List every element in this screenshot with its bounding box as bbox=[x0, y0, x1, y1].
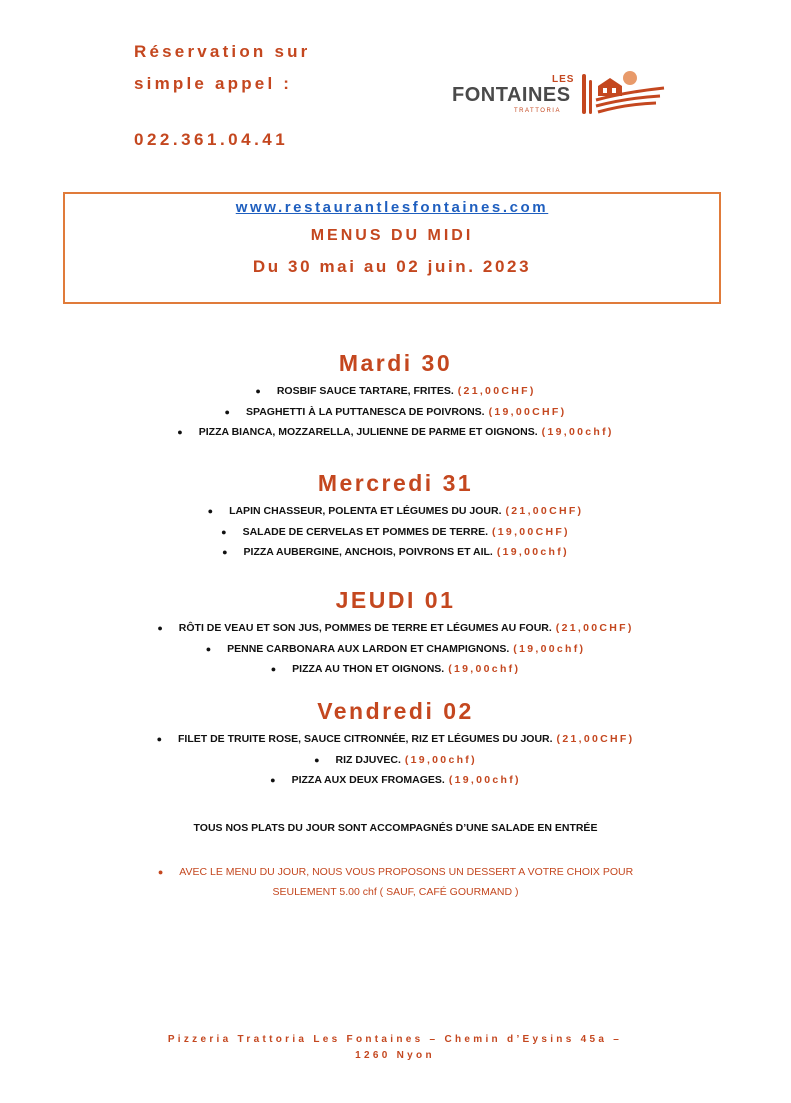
dish-list bbox=[0, 501, 791, 563]
dish-item bbox=[0, 770, 791, 791]
dish-price: (19,00chf) bbox=[404, 753, 477, 766]
dessert-note-line-1: AVEC LE MENU DU JOUR, NOUS VOUS PROPOSONS UN DESSERT A VOTRE CHOIX POUR bbox=[179, 866, 634, 878]
dish-name: LAPIN CHASSEUR, POLENTA ET LÉGUMES DU JOUR. bbox=[229, 505, 502, 517]
website-link[interactable]: www.restaurantlesfontaines.com bbox=[235, 199, 549, 216]
dish-price: (19,00CHF) bbox=[492, 525, 570, 538]
dish-name: PIZZA AUBERGINE, ANCHOIS, POIVRONS ET AIL. bbox=[243, 546, 493, 558]
bullet-icon: ● bbox=[222, 547, 228, 557]
dish-name: ROSBIF SAUCE TARTARE, FRITES. bbox=[276, 385, 454, 397]
dish-item bbox=[0, 501, 791, 522]
bullet-icon: ● bbox=[270, 664, 277, 674]
reservation-block bbox=[134, 36, 311, 156]
dish-name: RIZ DJUVEC. bbox=[335, 753, 401, 766]
reservation-line-1: Réservation sur bbox=[134, 42, 311, 61]
dish-price: (19,00chf) bbox=[496, 546, 569, 558]
day-section-mardi bbox=[0, 348, 791, 443]
dish-item bbox=[0, 729, 791, 750]
bullet-icon: ● bbox=[255, 386, 261, 396]
dish-name: RÔTI DE VEAU ET SON JUS, POMMES DE TERRE ET LÉGUMES AU FOUR. bbox=[178, 622, 552, 634]
dish-list bbox=[0, 729, 791, 791]
dish-name: PIZZA BIANCA, MOZZARELLA, JULIENNE DE PARME ET OIGNONS. bbox=[198, 426, 538, 438]
menu-header-box bbox=[63, 192, 721, 304]
dessert-note bbox=[0, 862, 791, 902]
dish-price: (21,00CHF) bbox=[556, 733, 635, 745]
dish-item bbox=[0, 522, 791, 543]
day-title: Mercredi 31 bbox=[317, 470, 474, 496]
dish-item bbox=[0, 542, 791, 563]
dessert-note-line-2: SEULEMENT 5.00 chf ( SAUF, CAFÉ GOURMAND ) bbox=[272, 886, 519, 898]
dish-price: (21,00CHF) bbox=[555, 622, 634, 634]
salad-note: TOUS NOS PLATS DU JOUR SONT ACCOMPAGNÉS D’UNE SALADE EN ENTRÉE bbox=[193, 822, 598, 834]
dish-list bbox=[0, 381, 791, 443]
dish-name: PENNE CARBONARA AUX LARDON ET CHAMPIGNONS. bbox=[227, 642, 510, 655]
dish-name: PIZZA AUX DEUX FROMAGES. bbox=[291, 774, 445, 786]
day-section-vendredi bbox=[0, 696, 791, 791]
dish-price: (21,00CHF) bbox=[505, 505, 584, 517]
day-title: JEUDI 01 bbox=[335, 587, 456, 613]
dish-price: (19,00chf) bbox=[448, 663, 521, 675]
dish-name: FILET DE TRUITE ROSE, SAUCE CITRONNÉE, RIZ ET LÉGUMES DU JOUR. bbox=[178, 733, 553, 745]
menu-dates: Du 30 mai au 02 juin. 2023 bbox=[252, 257, 532, 276]
logo-les: LES bbox=[552, 74, 575, 85]
logo-name: FONTAINES bbox=[452, 84, 571, 106]
restaurant-logo bbox=[452, 66, 667, 122]
dish-list bbox=[0, 618, 791, 680]
bullet-icon: ● bbox=[314, 754, 320, 765]
dish-item bbox=[0, 750, 791, 771]
reservation-line-2: simple appel : bbox=[134, 74, 293, 93]
bullet-icon: ● bbox=[270, 775, 276, 785]
day-section-mercredi bbox=[0, 468, 791, 563]
menu-title: MENUS DU MIDI bbox=[310, 227, 474, 244]
phone-number[interactable]: 022.361.04.41 bbox=[134, 130, 289, 149]
footer-address bbox=[105, 1032, 685, 1064]
dish-item bbox=[0, 639, 791, 660]
footer-line-2: 1260 Nyon bbox=[355, 1050, 435, 1061]
day-title: Mardi 30 bbox=[338, 350, 453, 376]
bullet-icon: ● bbox=[157, 867, 164, 877]
day-section-jeudi bbox=[0, 585, 791, 680]
day-title: Vendredi 02 bbox=[317, 698, 474, 724]
bullet-icon: ● bbox=[205, 643, 212, 654]
bullet-icon: ● bbox=[177, 427, 183, 437]
dish-item bbox=[0, 381, 791, 402]
dish-price: (19,00chf) bbox=[541, 426, 614, 438]
bullet-icon: ● bbox=[207, 506, 214, 516]
dish-name: SALADE DE CERVELAS ET POMMES DE TERRE. bbox=[242, 525, 488, 538]
dish-price: (21,00CHF) bbox=[457, 385, 536, 397]
bullet-icon: ● bbox=[156, 734, 163, 744]
dish-price: (19,00CHF) bbox=[488, 405, 567, 418]
dish-item bbox=[0, 618, 791, 639]
dish-item bbox=[0, 659, 791, 680]
dish-price: (19,00chf) bbox=[513, 642, 586, 655]
bullet-icon: ● bbox=[221, 526, 227, 537]
dish-item bbox=[0, 422, 791, 443]
bullet-icon: ● bbox=[224, 406, 230, 417]
dish-item bbox=[0, 402, 791, 423]
footer-line-1: Pizzeria Trattoria Les Fontaines – Chemin d’Eysins 45a – bbox=[167, 1034, 623, 1045]
logo-landscape-icon bbox=[576, 66, 666, 118]
dish-price: (19,00chf) bbox=[448, 774, 521, 786]
logo-subtitle: TRATTORIA bbox=[514, 108, 561, 114]
dish-name: PIZZA AU THON ET OIGNONS. bbox=[292, 663, 445, 675]
dish-name: SPAGHETTI À LA PUTTANESCA DE POIVRONS. bbox=[245, 405, 485, 418]
bullet-icon: ● bbox=[157, 623, 163, 633]
